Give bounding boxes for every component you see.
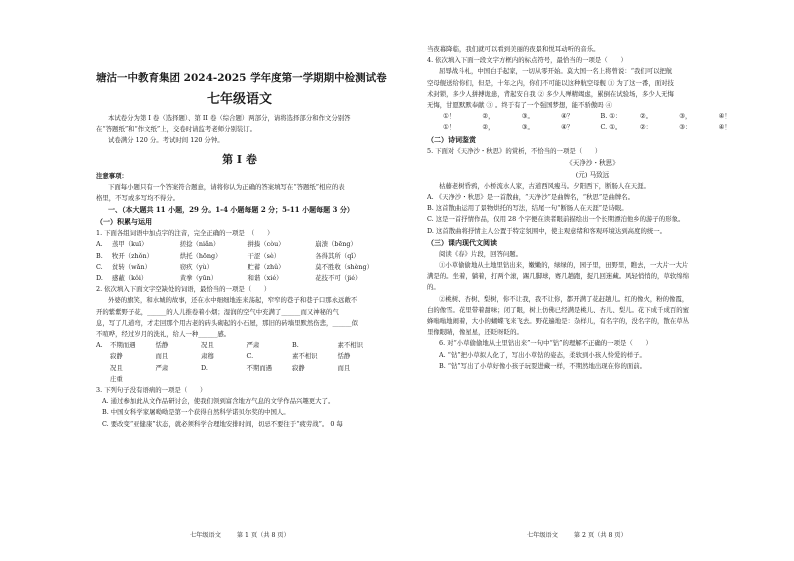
reading-line: 里像眼睛，像星星，还眨呀眨的。 (427, 328, 523, 337)
q4-mark: ④？ (561, 123, 574, 132)
q1-word: 拼揍（còu） (247, 240, 285, 249)
q1-option-row (96, 239, 383, 250)
q4-mark: ①！ (443, 123, 456, 132)
q4-mark: ③。 (521, 123, 534, 132)
volume-title: 第 I 卷 (222, 152, 257, 166)
q1-word: 搓捻（niǎn） (179, 240, 220, 249)
q2-passage-line: 开的紫紫野子花，______的人儿推卷着小烟；湿润的空气中充满了______而又神秘的气 (96, 307, 339, 316)
q3-option: A. 通过参加此从文作品研讨会，使我们领到富含地方气息的文学作品兴趣更大了。 (102, 397, 335, 406)
reading-intro: 阅读《春》片段，回答问题。 (439, 249, 523, 258)
q2-options-row (96, 374, 383, 385)
q4-mark: ③。 (521, 112, 534, 121)
q1-word: 莫不胜收（shèng） (315, 262, 373, 271)
q2-word: 恬静 (155, 341, 169, 350)
footer-page-number: 第 2 页（共 8 页） (573, 532, 627, 539)
question-5-stem: 5. 下面对《天净沙・秋思》的赏析，不恰当的一项是（ ） (427, 146, 602, 155)
q2-word: 寂静 (292, 363, 305, 372)
q4-mark: ④？ (561, 112, 574, 121)
exam-title: 塘沽一中教育集团 2024-2025 学年度第一学期期中检测试卷 (96, 72, 387, 84)
q4-mark: ④！ (718, 112, 731, 121)
q2-options-row (96, 351, 383, 362)
page-2 (397, 0, 794, 561)
q1-word: 干涩（sè） (247, 251, 281, 260)
q2-options-row (96, 340, 383, 351)
q2-options-row (96, 363, 383, 374)
reading-line: ②桃树、杏树、梨树，你不让我，我不让你，都开满了花赶趟儿。红的像火，粉的像霞， (439, 294, 689, 303)
q4-passage-line: 空母舰送给你们，但是，十年之内，你们不可能以这种航空母舰 ① 为了这一番，面对技 (427, 78, 674, 87)
q4-mark: ②， (482, 123, 495, 132)
q4-mark: ②： (639, 123, 652, 132)
question-1-stem: 1. 下面各组词语中加点字的注音，完全正确的一项是 （ ） (96, 229, 274, 238)
q2-word: 严肃 (155, 363, 169, 372)
notes-heading: 注意事项： (96, 171, 128, 180)
q4-mark: ③： (679, 123, 692, 132)
reading-line: ①小草偷偷地从土地里钻出来，嫩嫩的，绿绿的，园子里，田野里，瞧去，一大片一大片 (439, 261, 689, 270)
q2-word: 寂静 (110, 352, 123, 361)
question-4-stem: 4. 依次填入下面一段文字方框内的标点符号，最恰当的一项是（ ） (427, 56, 627, 65)
q2-word: 况且 (201, 341, 214, 350)
continued-line: 当夜幕降临，我们就可以看到美丽的夜景和悦耳动听的音乐。 (427, 45, 600, 53)
question-3-stem: 3. 下列句子没有语病的一项是（ ） (96, 386, 207, 395)
q2-passage-line: 外婆的旗笑，和水城的故事，还在水中细细地连来荡起，窄窄的巷子和巷子口那永远敞不 (108, 296, 358, 305)
q2-word: 而且 (155, 352, 169, 361)
question-2-stem: 2. 依次填入下面文字空缺处的词语，最恰当的一项是（ ） (96, 285, 271, 294)
q1-word: 贮蓄（zhǔ） (247, 262, 285, 271)
q1-word: 蒸甲（kuī） (112, 240, 148, 249)
q1-label: B. (96, 251, 103, 260)
q5-option: D. 这首散曲将抒情主人公置于特定氛围中，使主观意绪和客观环境达到高度的统一。 (427, 226, 667, 235)
q4-options-row (427, 111, 758, 122)
q6-option: B. “钻”写出了小草好像小孩子玩耍进藏一样，不期然地出现在你的面前。 (439, 361, 647, 370)
q2-word: 况且 (110, 363, 123, 372)
q2-word: 而且 (337, 363, 351, 372)
intro-line: 在“答题纸”和“作文纸”上，交卷时请监考老师分别装订。 (96, 125, 257, 134)
q2-label: D. (201, 363, 208, 372)
q4-mark: ④！ (718, 123, 731, 132)
q5-option: B. 这首散曲运用了景物烘托的写法，结尾一句“断肠人在天涯”是诗眼。 (427, 204, 628, 213)
q1-word: 牧开（zhǒn） (112, 251, 154, 260)
reading-line: 满是的。坐着，躺着，打两个滚，踢几脚球，赛几趟跑，捉几回迷藏。风轻悄悄的，草软绵绵 (427, 272, 690, 281)
q2-label: C. (246, 352, 254, 361)
q2-word: 素不相识 (292, 352, 318, 361)
q1-word: 黄拳（yūn） (179, 274, 218, 283)
q1-option-row (96, 273, 383, 284)
q5-option: A. 《天净沙・秋思》是一首散曲，“天净沙”是曲牌名，“秋思”是曲牌名。 (427, 193, 635, 202)
notes-line: 下面每小题只有一个答案符合题意，请将你认为正确的答案填写在“答题纸”相应的表 (108, 182, 345, 191)
sub-heading-reading: （三）课内现代文阅读 (427, 237, 497, 247)
q1-word: 崩溃（bēng） (315, 240, 357, 249)
q2-word: 庄重 (110, 374, 123, 383)
q4-mark: B. ①： (600, 112, 622, 121)
subject-title: 七年级语文 (206, 92, 272, 107)
poem-author: (元) 马致远 (575, 170, 610, 179)
intro-line: 试卷满分 120 分。考试时间 120 分钟。 (108, 136, 224, 145)
question-6-stem: 6. 对“小草偷偷地从土里钻出来”一句中“钻”的理解不正确的一项是（ ） (439, 339, 652, 348)
q4-mark: ①！ (443, 112, 456, 121)
q4-passage-line: 无悔，甘愿默默奉献 ③ 。终于有了一个强国梦想，能不骄傲吗 ④ (427, 101, 613, 110)
q2-label: B. (292, 341, 299, 350)
q2-passage-line: 息，写了几道弯，才走回那个用古老的砖头砌起的小石屋，那旧的砖墙里默然伤悲，______似 (96, 318, 359, 327)
q4-mark: ②， (482, 112, 495, 121)
q2-word: 素不相识 (337, 341, 364, 350)
q1-label: D. (96, 274, 103, 283)
q1-label: A. (96, 240, 103, 249)
poem-line: 枯藤老树昏鸦，小桥流水人家，古道西风瘦马。夕阳西下，断肠人在天涯。 (439, 181, 650, 190)
q2-word: 肃穆 (201, 352, 214, 361)
q2-word: 不期而遇 (110, 341, 136, 350)
reading-line: 白的像雪。花里带着甜味；闭了眼，树上仿佛已经满是桃儿、杏儿、梨儿。花下成千成百的蜜 (427, 305, 690, 314)
reading-line: 蜂嗡嗡地闹着，大小的蝴蝶飞来飞去。野花遍地是：杂样儿，有名字的，没名字的，散在草丛 (427, 317, 690, 326)
sub-heading-poetry: （二）诗词鉴赏 (427, 134, 476, 144)
q4-options-row (427, 122, 758, 133)
q2-word: 恬静 (337, 352, 351, 361)
q1-label: C. (96, 262, 103, 271)
poem-title: 《天净沙・秋思》 (566, 158, 619, 167)
q1-word: 烘托（hōng） (179, 251, 222, 260)
footer-subject: 七年级语文 (527, 532, 558, 539)
footer-page-number: 第 1 页（共 8 页） (236, 532, 290, 539)
notes-line: 格里，不写或多写均不得分。 (96, 194, 180, 203)
q2-label: A. (96, 341, 103, 350)
q2-passage-line: 不喧哗，经过岁月的洗礼，给人一种______感。 (96, 330, 231, 339)
q4-mark: ③， (679, 112, 692, 121)
q2-word: 不期而遇 (246, 363, 273, 372)
footer-subject: 七年级语文 (190, 532, 221, 539)
q1-word: 窃疚（yù） (179, 262, 214, 271)
q2-word: 严肃 (246, 341, 260, 350)
q4-passage-line: 术封锁，多少人拼搏诡患，背起安自我 ② 多少人殚精竭虑，累倒在试验场，多少人无悔 (427, 89, 674, 98)
q1-word: 花技不可（jié） (315, 274, 362, 283)
q4-mark: C. ①。 (600, 123, 622, 132)
section-one-heading: 一、（本大题共 11 小题，29 分。1-4 小题每题 2 分；5-11 小题每题 3 分） (108, 205, 354, 215)
intro-line: 本试卷分为第 I 卷（选择题）、第 II 卷（综合题）两部分，请将选择部分和作文分别答 (108, 114, 351, 122)
q1-option-row (96, 251, 383, 262)
q1-word: 各得其所（qǐ） (315, 251, 360, 260)
q3-option: B. 中国女科学家屠呦呦是第一个获得自然科学诺贝尔奖的中国人。 (102, 408, 290, 417)
q6-option: A. “钻”把小草拟人化了，写出小草钻的姿态，柔软到小孩人怜爱的样子。 (439, 350, 646, 359)
q1-word: 贫转（wǎn） (112, 262, 151, 271)
q4-mark: ②。 (639, 112, 652, 121)
q1-option-row (96, 262, 383, 273)
q1-word: 感蔽（kǒi） (112, 274, 148, 283)
page-2-footer (527, 530, 641, 539)
sub-heading-accumulation: （一）积累与运用 (96, 217, 152, 227)
q4-passage-line: 屈辱战斗札，中国白手起家，一切从零开始。莫大国一名上将曾说：“我们可以把航 (439, 67, 673, 76)
reading-line: 的。 (427, 283, 440, 292)
q5-option: C. 这是一首抒情作品，仅用 28 个字便在读者眼前描绘出一个长期漂泊他乡的游子的形象。 (427, 215, 685, 224)
q1-word: 和谐（xié） (247, 274, 283, 283)
page-1-footer (190, 530, 304, 539)
q3-option: C. 要改变“亚健康”状态，就必须科学合理地安排时间，切忌不要往于“疲劳战”。 0 每 (102, 419, 343, 428)
